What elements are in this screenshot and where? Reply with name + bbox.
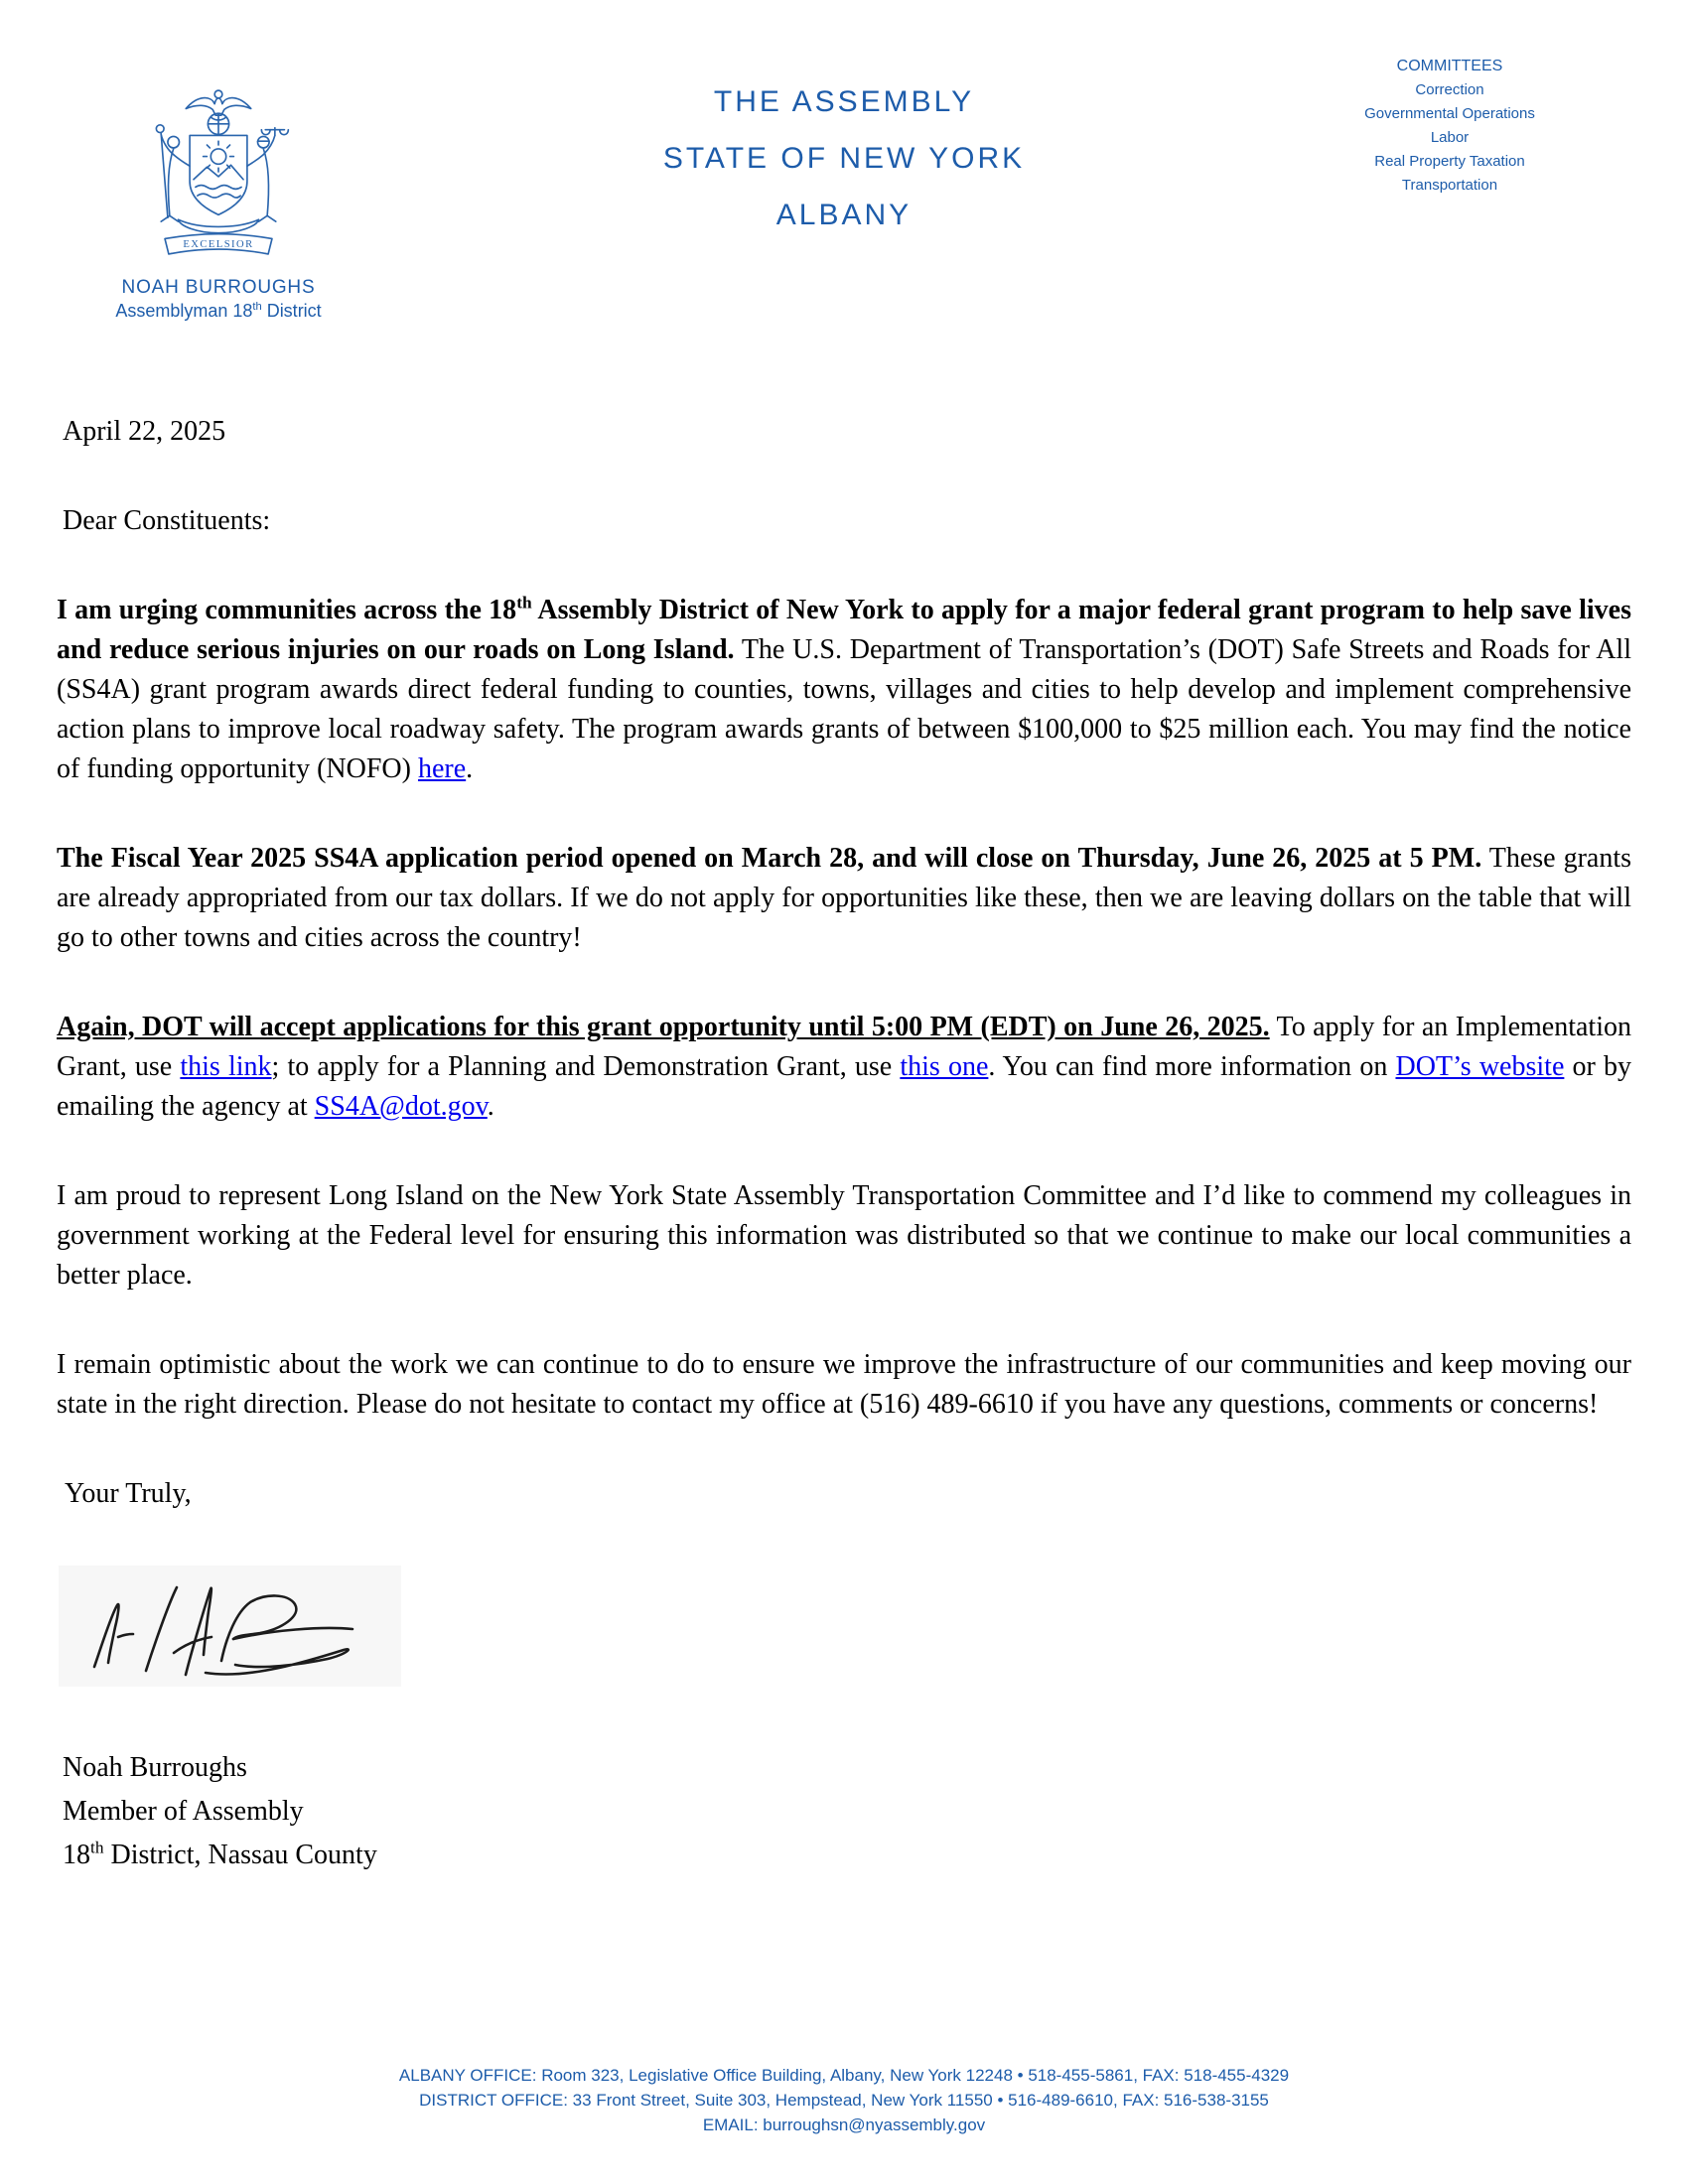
text-segment: th bbox=[516, 593, 532, 613]
committee-item: Transportation bbox=[1401, 177, 1498, 194]
officer-name: NOAH BURROUGHS bbox=[121, 277, 316, 298]
text-segment: District bbox=[261, 301, 322, 321]
text-segment: th bbox=[252, 301, 262, 313]
signature-block bbox=[63, 1746, 1631, 1877]
footer-email: EMAIL: burroughsn@nyassembly.gov bbox=[702, 2116, 986, 2134]
committees-block bbox=[1281, 55, 1618, 198]
text-segment: ; to apply for a Planning and Demonstration Grant, use bbox=[271, 1051, 901, 1082]
dot-website-link[interactable]: DOT’s website bbox=[1395, 1051, 1565, 1082]
letter-closing: Your Truly, bbox=[65, 1478, 192, 1509]
footer bbox=[0, 2063, 1688, 2137]
footer-district-office: DISTRICT OFFICE: 33 Front Street, Suite 303, Hempstead, New York 11550 • 516-489-6610, FAX: 516-538-3155 bbox=[419, 2091, 1269, 2110]
text-segment: I remain optimistic about the work we can continue to do to ensure we improve the infrastructure of our communities and keep moving our state in the right direction. Please do not hesitate to contact my office at (516) 489-6610 if you have any questions, comments or concerns! bbox=[57, 1349, 1631, 1420]
nofo-link[interactable]: here bbox=[417, 753, 467, 784]
footer-albany-office: ALBANY OFFICE: Room 323, Legislative Office Building, Albany, New York 12248 • 518-455-5861, FAX: 518-455-4329 bbox=[398, 2066, 1290, 2085]
text-segment: These grants are already appropriated from our tax dollars. If we do not apply for opportunities like these, then we are leaving dollars on the table that will go to other towns and cities across the country! bbox=[57, 843, 1632, 953]
masthead-line-assembly: THE ASSEMBLY bbox=[713, 85, 975, 118]
seal-motto: EXCELSIOR bbox=[183, 239, 254, 251]
committee-item: Real Property Taxation bbox=[1374, 153, 1525, 170]
letter-paragraph-5 bbox=[57, 1345, 1631, 1425]
letter-date: April 22, 2025 bbox=[63, 416, 226, 447]
ss4a-email-link[interactable]: SS4A@dot.gov bbox=[314, 1091, 488, 1122]
text-segment: th bbox=[90, 1838, 104, 1857]
committees-heading: COMMITTEES bbox=[1396, 58, 1503, 74]
text-segment: . You can find more information on bbox=[988, 1051, 1396, 1082]
letter-paragraph-1 bbox=[57, 591, 1631, 789]
signature-name: Noah Burroughs bbox=[63, 1752, 247, 1783]
text-segment: District, Nassau County bbox=[103, 1840, 377, 1870]
committee-item: Labor bbox=[1430, 129, 1470, 146]
text-segment: To apply for an Implementation Grant, use bbox=[57, 1012, 1631, 1082]
committee-item: Governmental Operations bbox=[1364, 105, 1535, 122]
text-segment: . bbox=[487, 1091, 494, 1122]
masthead-line-state: STATE OF NEW YORK bbox=[662, 142, 1026, 175]
text-segment: 18 bbox=[63, 1840, 90, 1870]
letter-paragraph-3 bbox=[57, 1008, 1631, 1127]
text-segment: Assemblyman 18 bbox=[115, 301, 253, 321]
planning-demonstration-grant-link[interactable]: this one bbox=[900, 1051, 989, 1082]
text-segment: I am proud to represent Long Island on the New York State Assembly Transportation Committee and I’d like to commend my colleagues in government working at the Federal level for ensuring this information was distributed so that we continue to make our local communities a better place. bbox=[57, 1180, 1631, 1291]
signature-district bbox=[63, 1834, 1631, 1877]
text-segment: Assembly District of New York to apply for a major federal grant program to help save lives and reduce serious injuries on our roads on Long Island. bbox=[57, 595, 1631, 665]
text-segment: I am urging communities across the 18 bbox=[57, 595, 517, 625]
letter-paragraph-2 bbox=[57, 839, 1631, 958]
signature-image bbox=[59, 1566, 401, 1687]
letter-paragraph-4 bbox=[57, 1176, 1631, 1296]
text-segment: . bbox=[466, 753, 474, 784]
signature-scribble-icon bbox=[59, 1566, 401, 1687]
letter-body bbox=[57, 412, 1631, 1877]
text-segment: or by emailing the agency at bbox=[57, 1051, 1631, 1122]
implementation-grant-link[interactable]: this link bbox=[180, 1051, 272, 1082]
text-segment: The U.S. Department of Transportation’s (DOT) Safe Streets and Roads for All (SS4A) grant program awards direct federal funding to counties, towns, villages and cities to help develop and implement comprehensive action plans to improve local roadway safety. The program awards grants of between $100,000 to $25 million each. You may find the notice of funding opportunity (NOFO) bbox=[57, 634, 1631, 784]
masthead-line-albany: ALBANY bbox=[775, 199, 913, 231]
signature-title: Member of Assembly bbox=[63, 1796, 304, 1827]
text-segment: Again, DOT will accept applications for this grant opportunity until 5:00 PM (EDT) on June 26, 2025. bbox=[57, 1012, 1270, 1042]
letter-salutation: Dear Constituents: bbox=[63, 505, 271, 536]
committee-item: Correction bbox=[1415, 81, 1484, 98]
text-segment: The Fiscal Year 2025 SS4A application period opened on March 28, and will close on Thursday, June 26, 2025 at 5 PM. bbox=[57, 843, 1482, 874]
officer-title bbox=[70, 300, 367, 322]
